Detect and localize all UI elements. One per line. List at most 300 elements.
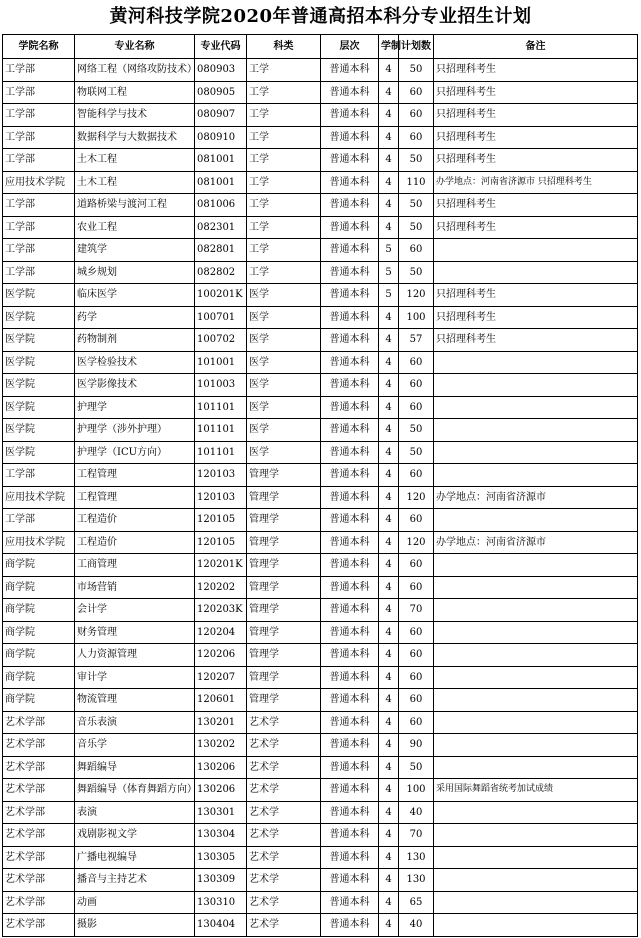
cell-note: 只招理科考生 bbox=[434, 284, 638, 307]
cell-major: 护理学（涉外护理） bbox=[75, 419, 195, 442]
cell-category: 艺术学 bbox=[247, 779, 321, 802]
cell-code: 080907 bbox=[195, 104, 247, 127]
cell-length: 4 bbox=[379, 351, 399, 374]
cell-level: 普通本科 bbox=[321, 149, 379, 172]
cell-category: 工学 bbox=[247, 216, 321, 239]
cell-category: 艺术学 bbox=[247, 711, 321, 734]
cell-major: 舞蹈编导 bbox=[75, 756, 195, 779]
cell-length: 4 bbox=[379, 846, 399, 869]
cell-level: 普通本科 bbox=[321, 374, 379, 397]
cell-plan: 60 bbox=[399, 396, 434, 419]
cell-level: 普通本科 bbox=[321, 239, 379, 262]
cell-level: 普通本科 bbox=[321, 869, 379, 892]
cell-length: 4 bbox=[379, 869, 399, 892]
cell-college: 商学院 bbox=[3, 621, 75, 644]
cell-plan: 65 bbox=[399, 891, 434, 914]
cell-college: 艺术学部 bbox=[3, 846, 75, 869]
cell-length: 4 bbox=[379, 756, 399, 779]
cell-major: 医学影像技术 bbox=[75, 374, 195, 397]
cell-college: 医学院 bbox=[3, 374, 75, 397]
cell-major: 道路桥梁与渡河工程 bbox=[75, 194, 195, 217]
cell-note bbox=[434, 846, 638, 869]
table-row bbox=[3, 599, 638, 622]
cell-plan: 60 bbox=[399, 509, 434, 532]
cell-length: 4 bbox=[379, 531, 399, 554]
cell-length: 4 bbox=[379, 576, 399, 599]
cell-category: 管理学 bbox=[247, 689, 321, 712]
cell-length: 5 bbox=[379, 284, 399, 307]
cell-length: 4 bbox=[379, 486, 399, 509]
cell-length: 4 bbox=[379, 441, 399, 464]
cell-code: 120105 bbox=[195, 509, 247, 532]
cell-major: 建筑学 bbox=[75, 239, 195, 262]
cell-category: 医学 bbox=[247, 419, 321, 442]
cell-plan: 60 bbox=[399, 621, 434, 644]
cell-plan: 70 bbox=[399, 824, 434, 847]
cell-category: 工学 bbox=[247, 261, 321, 284]
cell-note bbox=[434, 396, 638, 419]
table-row bbox=[3, 531, 638, 554]
cell-college: 医学院 bbox=[3, 419, 75, 442]
cell-code: 081001 bbox=[195, 171, 247, 194]
cell-category: 医学 bbox=[247, 441, 321, 464]
table-row bbox=[3, 239, 638, 262]
cell-note: 只招理科考生 bbox=[434, 149, 638, 172]
cell-category: 医学 bbox=[247, 329, 321, 352]
cell-major: 工商管理 bbox=[75, 554, 195, 577]
table-row bbox=[3, 441, 638, 464]
cell-plan: 130 bbox=[399, 869, 434, 892]
cell-level: 普通本科 bbox=[321, 801, 379, 824]
cell-major: 物联网工程 bbox=[75, 81, 195, 104]
cell-length: 4 bbox=[379, 666, 399, 689]
cell-note: 办学地点：河南省济源市 只招理科考生 bbox=[434, 171, 638, 194]
cell-major: 审计学 bbox=[75, 666, 195, 689]
cell-code: 130404 bbox=[195, 914, 247, 937]
cell-plan: 60 bbox=[399, 374, 434, 397]
table-row bbox=[3, 171, 638, 194]
cell-college: 艺术学部 bbox=[3, 711, 75, 734]
cell-code: 130310 bbox=[195, 891, 247, 914]
cell-length: 4 bbox=[379, 59, 399, 82]
cell-note bbox=[434, 554, 638, 577]
cell-category: 艺术学 bbox=[247, 869, 321, 892]
cell-note: 只招理科考生 bbox=[434, 306, 638, 329]
cell-length: 4 bbox=[379, 194, 399, 217]
cell-code: 100201K bbox=[195, 284, 247, 307]
cell-plan: 57 bbox=[399, 329, 434, 352]
cell-plan: 120 bbox=[399, 531, 434, 554]
cell-code: 080905 bbox=[195, 81, 247, 104]
cell-college: 工学部 bbox=[3, 149, 75, 172]
cell-college: 商学院 bbox=[3, 689, 75, 712]
table-row bbox=[3, 644, 638, 667]
cell-note bbox=[434, 756, 638, 779]
cell-plan: 130 bbox=[399, 846, 434, 869]
cell-category: 管理学 bbox=[247, 644, 321, 667]
cell-note: 办学地点：河南省济源市 bbox=[434, 531, 638, 554]
header-note: 备注 bbox=[434, 35, 638, 59]
cell-code: 101101 bbox=[195, 441, 247, 464]
cell-plan: 100 bbox=[399, 779, 434, 802]
cell-level: 普通本科 bbox=[321, 284, 379, 307]
table-row bbox=[3, 554, 638, 577]
cell-college: 医学院 bbox=[3, 441, 75, 464]
cell-plan: 120 bbox=[399, 284, 434, 307]
table-row bbox=[3, 374, 638, 397]
cell-level: 普通本科 bbox=[321, 59, 379, 82]
cell-level: 普通本科 bbox=[321, 666, 379, 689]
table-row bbox=[3, 486, 638, 509]
cell-plan: 60 bbox=[399, 104, 434, 127]
cell-plan: 60 bbox=[399, 81, 434, 104]
cell-college: 工学部 bbox=[3, 104, 75, 127]
cell-major: 工程管理 bbox=[75, 486, 195, 509]
cell-level: 普通本科 bbox=[321, 914, 379, 937]
cell-college: 工学部 bbox=[3, 464, 75, 487]
table-row bbox=[3, 464, 638, 487]
cell-length: 4 bbox=[379, 734, 399, 757]
cell-college: 工学部 bbox=[3, 126, 75, 149]
cell-code: 130309 bbox=[195, 869, 247, 892]
cell-length: 4 bbox=[379, 464, 399, 487]
cell-college: 商学院 bbox=[3, 554, 75, 577]
cell-level: 普通本科 bbox=[321, 531, 379, 554]
cell-level: 普通本科 bbox=[321, 306, 379, 329]
cell-plan: 60 bbox=[399, 711, 434, 734]
table-row bbox=[3, 869, 638, 892]
cell-length: 4 bbox=[379, 419, 399, 442]
table-row bbox=[3, 734, 638, 757]
cell-plan: 60 bbox=[399, 576, 434, 599]
cell-major: 广播电视编导 bbox=[75, 846, 195, 869]
cell-level: 普通本科 bbox=[321, 644, 379, 667]
cell-note bbox=[434, 801, 638, 824]
cell-code: 081001 bbox=[195, 149, 247, 172]
table-row bbox=[3, 779, 638, 802]
cell-major: 戏剧影视文学 bbox=[75, 824, 195, 847]
table-row bbox=[3, 284, 638, 307]
cell-college: 商学院 bbox=[3, 666, 75, 689]
cell-major: 药学 bbox=[75, 306, 195, 329]
table-row bbox=[3, 104, 638, 127]
cell-note: 只招理科考生 bbox=[434, 329, 638, 352]
cell-college: 工学部 bbox=[3, 509, 75, 532]
cell-code: 101101 bbox=[195, 419, 247, 442]
cell-plan: 50 bbox=[399, 756, 434, 779]
cell-code: 120103 bbox=[195, 464, 247, 487]
cell-note bbox=[434, 239, 638, 262]
cell-code: 130202 bbox=[195, 734, 247, 757]
cell-plan: 110 bbox=[399, 171, 434, 194]
cell-category: 医学 bbox=[247, 374, 321, 397]
cell-college: 商学院 bbox=[3, 576, 75, 599]
cell-plan: 50 bbox=[399, 59, 434, 82]
cell-note bbox=[434, 576, 638, 599]
cell-code: 120206 bbox=[195, 644, 247, 667]
cell-category: 艺术学 bbox=[247, 824, 321, 847]
cell-category: 艺术学 bbox=[247, 891, 321, 914]
cell-category: 艺术学 bbox=[247, 756, 321, 779]
cell-level: 普通本科 bbox=[321, 329, 379, 352]
cell-note bbox=[434, 419, 638, 442]
cell-category: 医学 bbox=[247, 284, 321, 307]
table-row bbox=[3, 509, 638, 532]
cell-major: 药物制剂 bbox=[75, 329, 195, 352]
cell-category: 艺术学 bbox=[247, 801, 321, 824]
table-row bbox=[3, 59, 638, 82]
cell-code: 101101 bbox=[195, 396, 247, 419]
cell-code: 120201K bbox=[195, 554, 247, 577]
cell-college: 工学部 bbox=[3, 81, 75, 104]
cell-length: 4 bbox=[379, 801, 399, 824]
table-row bbox=[3, 666, 638, 689]
table-row bbox=[3, 689, 638, 712]
table-row bbox=[3, 306, 638, 329]
cell-major: 会计学 bbox=[75, 599, 195, 622]
table-row bbox=[3, 711, 638, 734]
table-row bbox=[3, 621, 638, 644]
header-plan: 计划数 bbox=[399, 35, 434, 59]
cell-level: 普通本科 bbox=[321, 846, 379, 869]
cell-level: 普通本科 bbox=[321, 194, 379, 217]
cell-category: 工学 bbox=[247, 81, 321, 104]
cell-college: 工学部 bbox=[3, 216, 75, 239]
cell-note bbox=[434, 261, 638, 284]
cell-college: 应用技术学院 bbox=[3, 171, 75, 194]
cell-length: 4 bbox=[379, 509, 399, 532]
cell-college: 工学部 bbox=[3, 194, 75, 217]
cell-category: 管理学 bbox=[247, 621, 321, 644]
table-row bbox=[3, 149, 638, 172]
cell-note bbox=[434, 824, 638, 847]
cell-plan: 50 bbox=[399, 441, 434, 464]
cell-length: 5 bbox=[379, 239, 399, 262]
cell-plan: 50 bbox=[399, 194, 434, 217]
cell-plan: 100 bbox=[399, 306, 434, 329]
cell-note bbox=[434, 441, 638, 464]
cell-college: 工学部 bbox=[3, 239, 75, 262]
cell-category: 工学 bbox=[247, 194, 321, 217]
cell-plan: 120 bbox=[399, 486, 434, 509]
cell-college: 艺术学部 bbox=[3, 824, 75, 847]
cell-level: 普通本科 bbox=[321, 104, 379, 127]
cell-plan: 50 bbox=[399, 261, 434, 284]
cell-note bbox=[434, 734, 638, 757]
cell-college: 艺术学部 bbox=[3, 734, 75, 757]
cell-note bbox=[434, 351, 638, 374]
cell-plan: 40 bbox=[399, 801, 434, 824]
cell-level: 普通本科 bbox=[321, 171, 379, 194]
cell-major: 临床医学 bbox=[75, 284, 195, 307]
cell-code: 081006 bbox=[195, 194, 247, 217]
cell-major: 工程造价 bbox=[75, 509, 195, 532]
enrollment-plan-table bbox=[2, 34, 638, 937]
header-category: 科类 bbox=[247, 35, 321, 59]
cell-level: 普通本科 bbox=[321, 126, 379, 149]
cell-category: 工学 bbox=[247, 239, 321, 262]
cell-length: 4 bbox=[379, 914, 399, 937]
cell-code: 100702 bbox=[195, 329, 247, 352]
cell-plan: 90 bbox=[399, 734, 434, 757]
cell-level: 普通本科 bbox=[321, 464, 379, 487]
cell-level: 普通本科 bbox=[321, 554, 379, 577]
cell-length: 4 bbox=[379, 126, 399, 149]
cell-level: 普通本科 bbox=[321, 216, 379, 239]
cell-college: 工学部 bbox=[3, 59, 75, 82]
cell-length: 4 bbox=[379, 644, 399, 667]
cell-college: 艺术学部 bbox=[3, 869, 75, 892]
cell-college: 艺术学部 bbox=[3, 914, 75, 937]
cell-length: 4 bbox=[379, 396, 399, 419]
cell-note bbox=[434, 621, 638, 644]
cell-category: 工学 bbox=[247, 149, 321, 172]
table-header-row bbox=[3, 35, 638, 59]
cell-category: 管理学 bbox=[247, 531, 321, 554]
header-level: 层次 bbox=[321, 35, 379, 59]
cell-category: 艺术学 bbox=[247, 734, 321, 757]
cell-level: 普通本科 bbox=[321, 486, 379, 509]
cell-major: 护理学（ICU方向） bbox=[75, 441, 195, 464]
cell-length: 4 bbox=[379, 374, 399, 397]
table-row bbox=[3, 914, 638, 937]
cell-category: 管理学 bbox=[247, 554, 321, 577]
cell-major: 摄影 bbox=[75, 914, 195, 937]
header-code: 专业代码 bbox=[195, 35, 247, 59]
cell-plan: 40 bbox=[399, 914, 434, 937]
cell-note: 采用国际舞蹈省统考加试成绩 bbox=[434, 779, 638, 802]
cell-plan: 60 bbox=[399, 644, 434, 667]
cell-plan: 50 bbox=[399, 216, 434, 239]
cell-college: 艺术学部 bbox=[3, 756, 75, 779]
cell-length: 4 bbox=[379, 171, 399, 194]
cell-note bbox=[434, 509, 638, 532]
cell-level: 普通本科 bbox=[321, 396, 379, 419]
cell-category: 工学 bbox=[247, 59, 321, 82]
cell-note bbox=[434, 711, 638, 734]
cell-note bbox=[434, 464, 638, 487]
document-title: 黄河科技学院2020年普通高招本科分专业招生计划 bbox=[109, 6, 532, 27]
cell-code: 101001 bbox=[195, 351, 247, 374]
cell-code: 082301 bbox=[195, 216, 247, 239]
cell-code: 120202 bbox=[195, 576, 247, 599]
cell-category: 管理学 bbox=[247, 509, 321, 532]
cell-major: 物流管理 bbox=[75, 689, 195, 712]
cell-level: 普通本科 bbox=[321, 509, 379, 532]
cell-category: 医学 bbox=[247, 351, 321, 374]
cell-major: 播音与主持艺术 bbox=[75, 869, 195, 892]
cell-category: 管理学 bbox=[247, 486, 321, 509]
cell-college: 医学院 bbox=[3, 306, 75, 329]
cell-level: 普通本科 bbox=[321, 779, 379, 802]
cell-college: 艺术学部 bbox=[3, 801, 75, 824]
cell-code: 130201 bbox=[195, 711, 247, 734]
cell-college: 商学院 bbox=[3, 599, 75, 622]
cell-plan: 60 bbox=[399, 554, 434, 577]
cell-level: 普通本科 bbox=[321, 441, 379, 464]
cell-category: 管理学 bbox=[247, 599, 321, 622]
cell-plan: 50 bbox=[399, 419, 434, 442]
cell-note bbox=[434, 666, 638, 689]
cell-college: 工学部 bbox=[3, 261, 75, 284]
cell-code: 120204 bbox=[195, 621, 247, 644]
cell-category: 医学 bbox=[247, 306, 321, 329]
cell-major: 人力资源管理 bbox=[75, 644, 195, 667]
cell-note bbox=[434, 689, 638, 712]
table-row bbox=[3, 126, 638, 149]
cell-category: 艺术学 bbox=[247, 914, 321, 937]
cell-plan: 60 bbox=[399, 666, 434, 689]
cell-college: 医学院 bbox=[3, 396, 75, 419]
cell-level: 普通本科 bbox=[321, 734, 379, 757]
cell-length: 4 bbox=[379, 329, 399, 352]
cell-level: 普通本科 bbox=[321, 419, 379, 442]
cell-code: 082801 bbox=[195, 239, 247, 262]
cell-plan: 60 bbox=[399, 239, 434, 262]
cell-note: 只招理科考生 bbox=[434, 81, 638, 104]
cell-college: 艺术学部 bbox=[3, 891, 75, 914]
header-major: 专业名称 bbox=[75, 35, 195, 59]
cell-plan: 70 bbox=[399, 599, 434, 622]
cell-major: 表演 bbox=[75, 801, 195, 824]
cell-note bbox=[434, 599, 638, 622]
cell-category: 工学 bbox=[247, 104, 321, 127]
cell-level: 普通本科 bbox=[321, 756, 379, 779]
table-row bbox=[3, 576, 638, 599]
cell-note bbox=[434, 644, 638, 667]
table-row bbox=[3, 891, 638, 914]
cell-length: 4 bbox=[379, 81, 399, 104]
cell-code: 130206 bbox=[195, 756, 247, 779]
cell-code: 101003 bbox=[195, 374, 247, 397]
cell-code: 100701 bbox=[195, 306, 247, 329]
table-row bbox=[3, 846, 638, 869]
table-row bbox=[3, 351, 638, 374]
cell-code: 082802 bbox=[195, 261, 247, 284]
cell-code: 080903 bbox=[195, 59, 247, 82]
cell-code: 120203K bbox=[195, 599, 247, 622]
header-college: 学院名称 bbox=[3, 35, 75, 59]
cell-plan: 60 bbox=[399, 351, 434, 374]
cell-major: 护理学 bbox=[75, 396, 195, 419]
cell-length: 4 bbox=[379, 104, 399, 127]
table-row bbox=[3, 216, 638, 239]
table-row bbox=[3, 801, 638, 824]
cell-level: 普通本科 bbox=[321, 576, 379, 599]
cell-college: 商学院 bbox=[3, 644, 75, 667]
cell-major: 市场营销 bbox=[75, 576, 195, 599]
cell-note: 只招理科考生 bbox=[434, 59, 638, 82]
cell-major: 舞蹈编导（体育舞蹈方向） bbox=[75, 779, 195, 802]
cell-length: 4 bbox=[379, 306, 399, 329]
cell-major: 农业工程 bbox=[75, 216, 195, 239]
cell-code: 130304 bbox=[195, 824, 247, 847]
cell-length: 4 bbox=[379, 711, 399, 734]
cell-category: 工学 bbox=[247, 126, 321, 149]
cell-note bbox=[434, 914, 638, 937]
cell-major: 工程管理 bbox=[75, 464, 195, 487]
cell-length: 4 bbox=[379, 216, 399, 239]
cell-major: 网络工程（网络攻防技术） bbox=[75, 59, 195, 82]
cell-length: 4 bbox=[379, 779, 399, 802]
cell-code: 130206 bbox=[195, 779, 247, 802]
table-row bbox=[3, 756, 638, 779]
cell-major: 音乐表演 bbox=[75, 711, 195, 734]
header-length: 学制 bbox=[379, 35, 399, 59]
cell-level: 普通本科 bbox=[321, 351, 379, 374]
cell-college: 医学院 bbox=[3, 329, 75, 352]
cell-college: 应用技术学院 bbox=[3, 531, 75, 554]
